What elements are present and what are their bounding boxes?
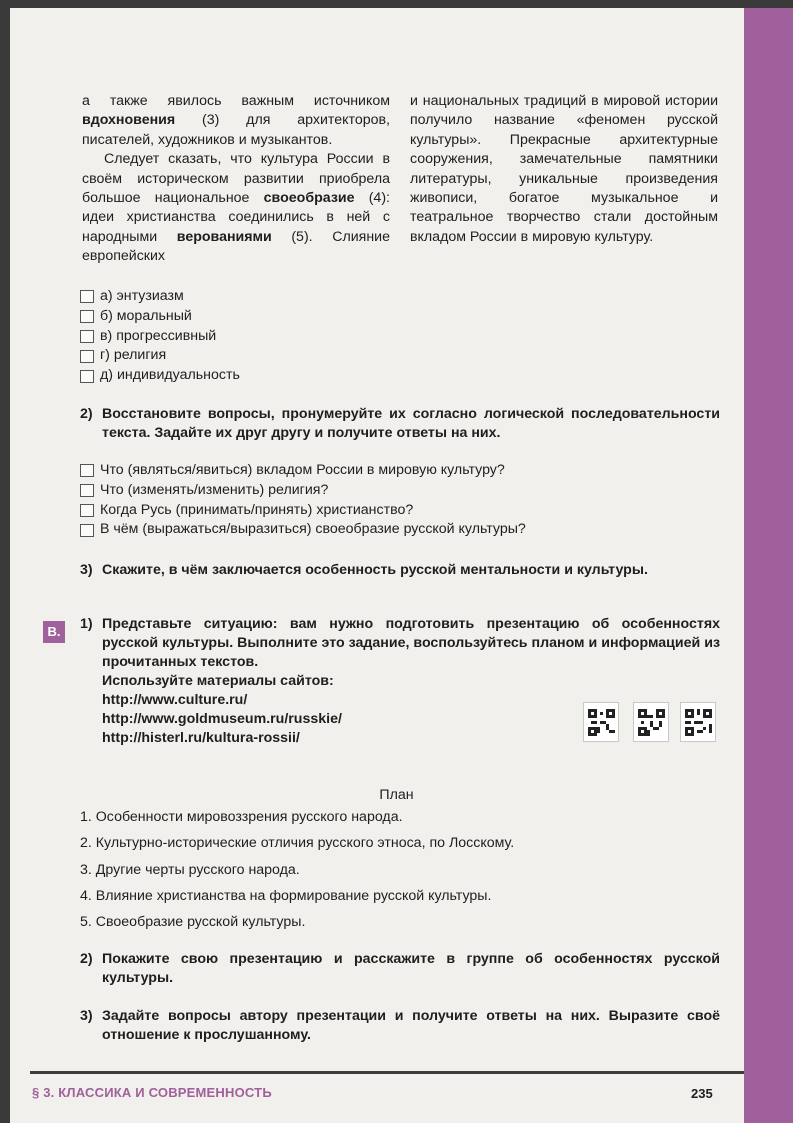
option-label: г) религия xyxy=(100,347,167,364)
question-item[interactable] xyxy=(80,501,526,521)
footer-divider xyxy=(30,1071,744,1074)
checkbox[interactable] xyxy=(80,464,94,477)
question-item[interactable] xyxy=(80,520,526,540)
sites-block xyxy=(102,672,342,748)
checkbox[interactable] xyxy=(80,350,94,363)
option-item[interactable] xyxy=(80,307,240,327)
qr-code-1[interactable] xyxy=(583,702,619,742)
qr-code-2[interactable] xyxy=(633,702,669,742)
bold-term: вдохновения xyxy=(82,112,176,129)
question-item[interactable] xyxy=(80,481,526,501)
task-b3 xyxy=(80,1007,720,1045)
options-list xyxy=(80,287,240,386)
text-run: (3) для архитекторов, писателей, художников и музыкантов. xyxy=(82,112,390,148)
checkbox[interactable] xyxy=(80,330,94,343)
option-label: д) индивидуальность xyxy=(100,367,240,384)
task-text: Покажите свою презентацию и расскажите в группе об особенностях русской культуры. xyxy=(102,951,720,986)
option-label: б) моральный xyxy=(100,307,192,324)
left-column-text xyxy=(82,92,390,267)
task-b2 xyxy=(80,950,720,988)
site-link[interactable]: http://histerl.ru/kultura-rossii/ xyxy=(102,730,300,746)
task-number: 2) xyxy=(80,951,93,967)
checkbox[interactable] xyxy=(80,484,94,497)
task-b1 xyxy=(80,615,720,672)
question-label: Что (изменять/изменить) религия? xyxy=(100,481,329,498)
plan-item: 5. Своеобразие русской культуры. xyxy=(80,914,306,931)
task-3 xyxy=(80,561,720,580)
site-link[interactable]: http://www.goldmuseum.ru/russkie/ xyxy=(102,711,342,727)
task-text: Задайте вопросы автору презентации и получите ответы на них. Выразите своё отношение к прослушанному. xyxy=(102,1008,720,1043)
text-run: Следует сказать, что культура России в своём историческом развитии приобрела большое национальное xyxy=(82,151,390,207)
option-item[interactable] xyxy=(80,327,240,347)
page-number: 235 xyxy=(691,1086,713,1101)
site-link[interactable]: http://www.culture.ru/ xyxy=(102,692,248,708)
task-number: 2) xyxy=(80,406,93,422)
option-label: а) энтузиазм xyxy=(100,288,184,304)
task-text: Представьте ситуацию: вам нужно подготовить презентацию об особенностях русской культуры. Выполните это задание, воспользуйтесь планом и информацией из прочитанных текстов. xyxy=(102,616,720,670)
text-run: (5). Слияние европейских xyxy=(82,228,390,265)
paragraph-2 xyxy=(82,150,390,266)
task-number: 3) xyxy=(80,562,93,578)
section-title: § 3. КЛАССИКА И СОВРЕМЕННОСТЬ xyxy=(32,1085,272,1100)
question-label: В чём (выражаться/выразиться) своеобразие русской культуры? xyxy=(100,521,526,538)
plan-list xyxy=(80,808,514,939)
question-label: Когда Русь (принимать/принять) христианство? xyxy=(100,501,414,518)
task-text: Восстановите вопросы, пронумеруйте их согласно логической последовательности текста. Задайте их друг другу и получите ответы на них. xyxy=(102,406,720,441)
checkbox[interactable] xyxy=(80,310,94,323)
plan-item: 1. Особенности мировоззрения русского народа. xyxy=(80,809,403,825)
option-item[interactable] xyxy=(80,366,240,386)
paragraph-3: и национальных традиций в мировой истории получило название «феномен русской культуры». Прекрасные архитектурные сооружения, замечательные памятники литературы, уникальные произведения живописи, богатое музыкальное и театральное творчество стали достойным вкладом России в мировую культуру. xyxy=(410,93,718,245)
task-number: 1) xyxy=(80,616,93,632)
chapter-edge-strip xyxy=(744,8,793,1123)
task-number: 3) xyxy=(80,1008,93,1024)
sites-label: Используйте материалы сайтов: xyxy=(102,673,334,689)
option-item[interactable] xyxy=(80,287,240,307)
section-b-badge: В. xyxy=(43,621,65,643)
text-run: (4): идеи христианства соединились в ней с народными xyxy=(82,190,390,245)
questions-list xyxy=(80,461,526,540)
option-label: в) прогрессивный xyxy=(100,327,217,344)
question-item[interactable] xyxy=(80,461,526,481)
paragraph-1 xyxy=(82,92,390,150)
qr-code-3[interactable] xyxy=(680,702,716,742)
text-run: а также явилось важным источником xyxy=(82,93,390,109)
option-item[interactable] xyxy=(80,346,240,366)
bold-term: своеобразие xyxy=(263,190,355,207)
plan-title: План xyxy=(379,787,414,803)
checkbox[interactable] xyxy=(80,370,94,383)
plan-item: 3. Другие черты русского народа. xyxy=(80,861,300,878)
plan-item: 4. Влияние христианства на формирование русской культуры. xyxy=(80,887,492,904)
right-column-text xyxy=(410,92,718,247)
question-label: Что (являться/явиться) вкладом России в мировую культуру? xyxy=(100,462,505,478)
task-2 xyxy=(80,405,720,443)
task-text: Скажите, в чём заключается особенность русской ментальности и культуры. xyxy=(102,562,648,578)
checkbox[interactable] xyxy=(80,504,94,517)
checkbox[interactable] xyxy=(80,290,94,303)
plan-item: 2. Культурно-исторические отличия русского этноса, по Лосскому. xyxy=(80,835,515,852)
bold-term: верованиями xyxy=(176,228,272,245)
checkbox[interactable] xyxy=(80,524,94,537)
